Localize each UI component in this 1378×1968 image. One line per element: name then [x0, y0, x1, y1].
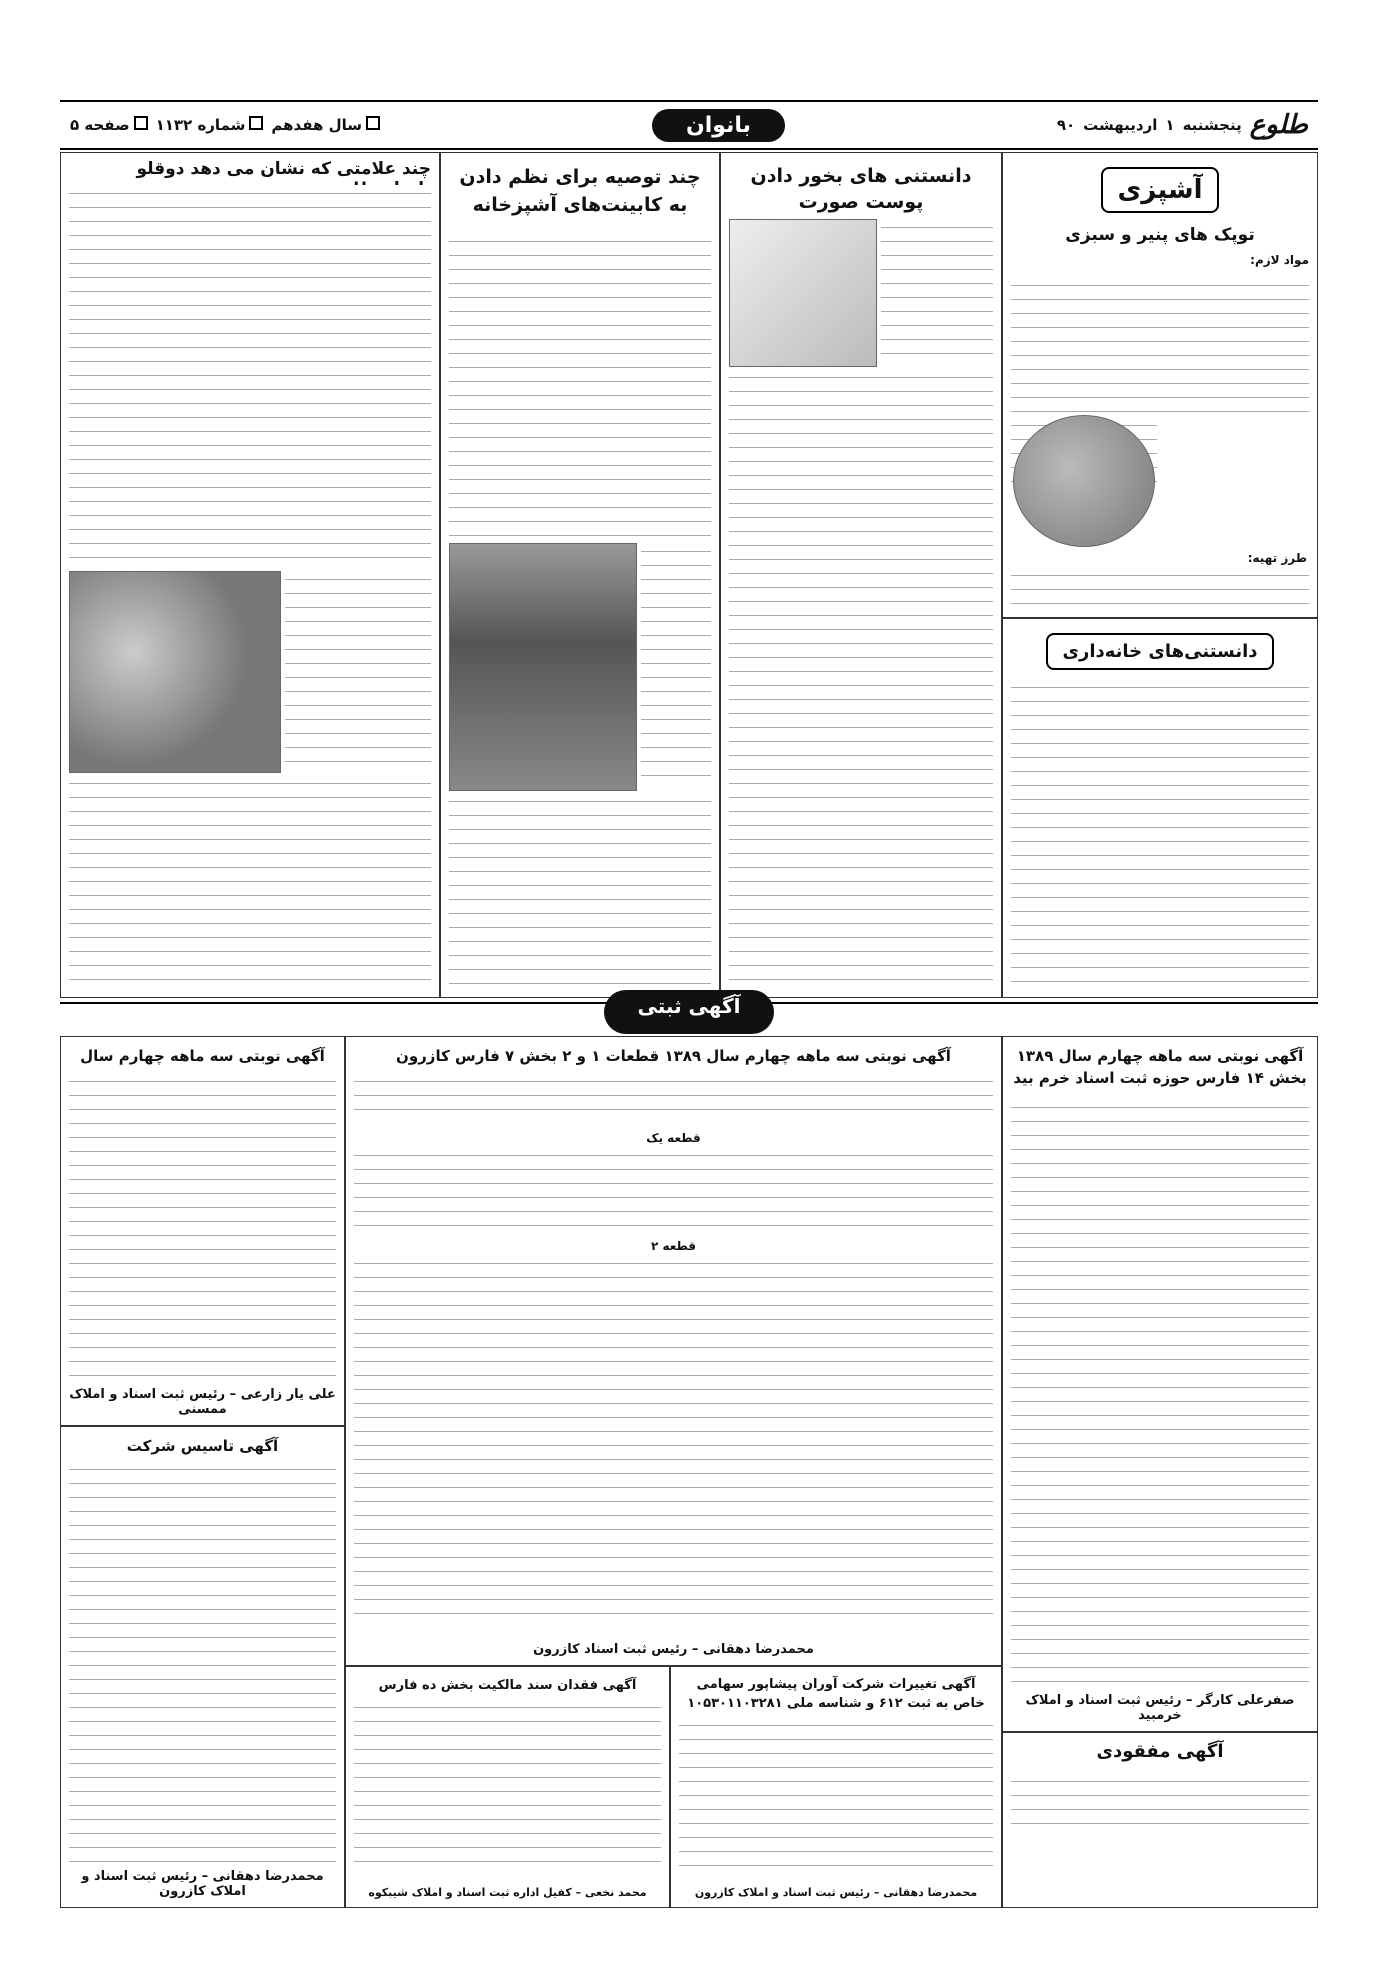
cooking-title: توپک های پنیر و سبزی: [1065, 225, 1255, 245]
ad1-subtitle: بخش ۱۴ فارس حوزه ثبت اسناد خرم بید: [1013, 1069, 1307, 1087]
page-header: [60, 100, 1318, 150]
ad4-text: [69, 1461, 336, 1871]
skin-title: دانستنی های بخور دادن پوست صورت: [750, 165, 972, 213]
ad1-text: [1011, 1099, 1309, 1689]
cabinet-article: [440, 152, 720, 998]
ad5-text: [354, 1699, 661, 1869]
ad7-text: [1011, 1773, 1309, 1833]
newspaper-logo: طلوع: [1249, 110, 1308, 140]
cooking-text: [1011, 277, 1309, 417]
kitchen-cabinet-photo: [449, 543, 637, 791]
ad5-signature: محمد نخعی – کفیل اداره ثبت اسناد و املاک شیبکوه: [368, 1886, 647, 1899]
ad6-text: [679, 1717, 993, 1873]
face-photo: [729, 219, 877, 367]
header-date-day: ۱: [1165, 116, 1175, 134]
cooking-ingredients-label: مواد لازم:: [1250, 253, 1309, 267]
ad3-text: [69, 1073, 336, 1383]
cabinet-title: چند توصیه برای نظم دادن به کابینت‌های آشپزخانه: [459, 166, 701, 216]
ad-company-registration: [60, 1426, 345, 1908]
cabinet-text-1: [449, 233, 711, 539]
ad-company-changes: [670, 1666, 1002, 1908]
ad2-title: آگهی نوبتی سه ماهه چهارم سال ۱۳۸۹ قطعات ۱ و ۲ بخش ۷ فارس کازرون: [396, 1047, 951, 1065]
twins-title: چند علامتی که نشان می دهد دوقلو: [136, 159, 431, 179]
ad2-part1-label: قطعه یک: [646, 1131, 701, 1145]
ad-lost: [1002, 1732, 1318, 1908]
ad4-signature: محمدرضا دهقانی – رئیس ثبت اسناد و املاک کازرون: [81, 1869, 324, 1899]
ad2-part2-label: قطعه ۲: [650, 1239, 697, 1253]
ad6-signature: محمدرضا دهقانی – رئیس ثبت اسناد و املاک کازرون: [694, 1886, 978, 1899]
header-right: [1047, 110, 1318, 140]
ads-section-bar: [60, 994, 1318, 1034]
cheese-balls-photo: [1013, 415, 1155, 547]
issue-label: شماره ۱۱۳۲: [156, 116, 264, 134]
square-icon: [249, 116, 263, 130]
cooking-method-text: [1011, 567, 1309, 613]
cooking-column: [1002, 152, 1318, 618]
year-label: سال هفدهم: [271, 116, 380, 134]
cooking-box-title: آشپزی: [1101, 167, 1218, 213]
ad-mamasani: [60, 1036, 345, 1426]
ad1-signature: صفرعلی کارگر – رئیس ثبت اسناد و املاک خرمبید: [1025, 1693, 1295, 1723]
header-date-year: ۹۰: [1056, 116, 1076, 134]
cooking-method-label: طرز تهیه:: [1247, 551, 1307, 565]
household-text: [1011, 679, 1309, 991]
ad3-title: آگهی نوبتی سه ماهه چهارم سال: [80, 1047, 325, 1065]
household-column: [1002, 618, 1318, 998]
skin-text-2: [729, 369, 993, 991]
skin-article: [720, 152, 1002, 998]
ad2-signature: محمدرضا دهقانی – رئیس ثبت اسناد کازرون: [533, 1642, 814, 1657]
ads-section-title: آگهی ثبتی: [604, 990, 775, 1034]
square-icon: [366, 116, 380, 130]
twins-text-2: [285, 571, 431, 771]
ad-khorrambid: [1002, 1036, 1318, 1732]
ad6-title: آگهی تغییرات شرکت آوران پیشاپور سهامی خاص به ثبت ۶۱۲ و شناسه ملی ۱۰۵۳۰۱۱۰۳۲۸۱: [687, 1677, 985, 1711]
section-title: بانوان: [652, 109, 785, 142]
header-day: پنجشنبه: [1182, 116, 1242, 134]
ad2-text-intro: [354, 1073, 993, 1123]
header-left: [60, 116, 390, 134]
twins-text-1: [69, 185, 431, 565]
ad2-text-part2: [354, 1255, 993, 1625]
cabinet-text-2: [641, 543, 711, 789]
header-date-month: اردیبهشت: [1083, 116, 1158, 134]
skin-text-1: [881, 219, 993, 365]
ad4-title: آگهی تاسیس شرکت: [126, 1437, 279, 1455]
ad1-title: آگهی نوبتی سه ماهه چهارم سال ۱۳۸۹: [1016, 1047, 1304, 1065]
square-icon: [134, 116, 148, 130]
ad5-title: آگهی فقدان سند مالکیت بخش ده فارس: [378, 1678, 637, 1693]
ad-lost-deed: [345, 1666, 670, 1908]
twins-article: [60, 152, 440, 998]
household-box-title: دانستنی‌های خانه‌داری: [1046, 633, 1273, 670]
ad3-signature: علی یار زارعی – رئیس ثبت اسناد و املاک ممسنی: [69, 1387, 336, 1417]
twin-girls-photo: [69, 571, 281, 773]
cabinet-text-3: [449, 793, 711, 991]
page-label: صفحه ۵: [70, 116, 148, 134]
ad-kazerun-plots: [345, 1036, 1002, 1666]
ad2-text-part1: [354, 1147, 993, 1231]
twins-text-3: [69, 775, 431, 991]
ad7-title: آگهی مفقودی: [1096, 1741, 1224, 1762]
